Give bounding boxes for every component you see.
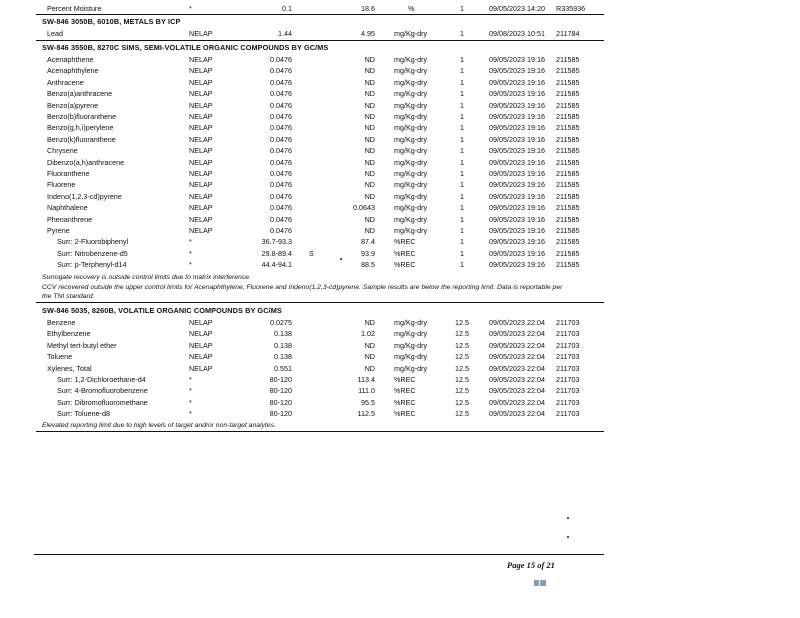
reporting-limit: 0.0476 [270,203,292,213]
analysis-datetime: 09/05/2023 19:16 [489,66,545,76]
table-row [0,88,800,99]
cert-code: NELAP [189,318,213,327]
analyte-name: Benzo(g,h,i)perylene [47,123,114,133]
footer-divider [34,554,604,555]
result-value: ND [364,318,375,327]
dilution: 1 [460,134,464,144]
units: mg/Kg-dry [394,55,428,64]
units: mg/Kg-dry [394,123,428,133]
dilution: 1 [460,157,464,167]
cert-code: * [189,397,192,407]
analysis-datetime: 09/05/2023 19:16 [489,112,545,121]
analysis-datetime: 09/05/2023 22:04 [489,409,545,419]
reporting-limit: 44.4-94.1 [261,260,292,270]
cert-code: NELAP [189,89,213,99]
result-value: ND [364,134,375,144]
batch-id: 211585 [556,191,580,201]
cert-code: NELAP [189,340,213,350]
analyte-name: Methyl tert-butyl ether [47,340,117,350]
analysis-datetime: 09/05/2023 19:16 [489,169,545,178]
reporting-limit: 0.0476 [270,157,292,167]
reporting-limit: 1.44 [278,29,292,38]
batch-id: 211585 [556,260,580,270]
units: mg/Kg-dry [394,203,428,213]
analysis-datetime: 09/05/2023 19:16 [489,260,545,270]
analysis-datetime: 09/05/2023 22:04 [489,318,545,327]
units: %REC [394,237,416,247]
table-row [0,54,800,65]
result-value: ND [364,191,375,201]
result-value: 18.6 [361,4,375,13]
moisture-row [0,3,800,14]
result-value: 95.5 [361,397,375,407]
analyte-name: Percent Moisture [47,4,102,13]
analyte-name: Indeno(1,2,3-cd)pyrene [47,191,122,201]
result-value: ND [364,146,375,156]
analysis-datetime: 09/05/2023 19:16 [489,77,545,87]
reporting-limit: 0.0476 [270,134,292,144]
units: mg/Kg-dry [394,191,428,201]
dilution: 12.5 [455,409,469,419]
reporting-limit: 0.138 [274,352,292,362]
units: mg/Kg-dry [394,226,428,235]
scan-speck [340,258,342,260]
table-row [0,168,800,179]
result-value: 88.5 [361,260,375,270]
result-value: ND [364,66,375,76]
dilution: 12.5 [455,340,469,350]
svoc-note: CCV recovered outside the upper control limits for Acenaphthylene, Fluorene and Indeno(1,2,3-cd)pyrene. Sample results are below the reporting limit. Data is reportable per the TNI standard. [42,284,563,300]
cert-code: NELAP [189,77,213,87]
analysis-datetime: 09/05/2023 22:04 [489,352,545,362]
batch-id: 211703 [556,352,580,362]
stamp-block [540,580,546,586]
result-value: 87.4 [361,237,375,247]
cert-code: * [189,260,192,270]
reporting-limit: 0.0476 [270,89,292,99]
analyte-name: Benzo(a)pyrene [47,100,99,110]
table-row [0,65,800,76]
batch-id: 211703 [556,340,580,350]
dilution: 12.5 [455,352,469,362]
batch-id: 211585 [556,89,580,99]
units: mg/Kg-dry [394,100,428,110]
result-value: ND [364,100,375,110]
dilution: 12.5 [455,318,469,327]
cert-code: NELAP [189,169,213,178]
dilution: 1 [460,55,464,64]
reporting-limit: 0.0476 [270,146,292,156]
analyte-name: Benzo(k)fluoranthene [47,134,116,144]
reporting-limit: 0.0476 [270,169,292,178]
units: mg/Kg-dry [394,134,428,144]
batch-id: 211585 [556,180,580,190]
dilution: 12.5 [455,363,469,373]
analyte-name: Phenanthrene [47,214,93,224]
result-value: ND [364,157,375,167]
reporting-limit: 0.0476 [270,180,292,190]
batch-id: 211703 [556,329,580,339]
analyte-name: Surr: Nitrobenzene-d5 [57,248,128,258]
analyte-name: Anthracene [47,77,84,87]
table-row [0,317,800,328]
units: mg/Kg-dry [394,363,428,373]
reporting-limit: 80-120 [269,386,292,396]
scan-speck [567,517,569,519]
table-row [0,351,800,362]
units: %REC [394,375,416,384]
batch-id: 211585 [556,214,580,224]
analysis-datetime: 09/05/2023 19:16 [489,237,545,247]
dilution: 1 [460,169,464,178]
reporting-limit: 80-120 [269,375,292,384]
batch-id: 211585 [556,123,580,133]
section-divider [36,302,604,303]
dilution: 1 [460,226,464,235]
result-value: ND [364,89,375,99]
batch-id: 211585 [556,55,580,64]
cert-code: NELAP [189,66,213,76]
units: mg/Kg-dry [394,329,428,339]
cert-code: NELAP [189,203,213,213]
cert-code: NELAP [189,329,213,339]
result-value: ND [364,180,375,190]
reporting-limit: 0.0476 [270,191,292,201]
reporting-limit: 0.551 [274,363,292,373]
cert-code: NELAP [189,123,213,133]
batch-id: 211585 [556,203,580,213]
analysis-datetime: 09/05/2023 19:16 [489,191,545,201]
dilution: 1 [460,29,464,38]
units: mg/Kg-dry [394,66,428,76]
units: %REC [394,397,416,407]
surrogate-row [0,236,800,247]
analysis-datetime: 09/05/2023 19:16 [489,180,545,190]
analysis-datetime: 09/05/2023 19:16 [489,203,545,213]
result-value: ND [364,226,375,235]
table-row [0,122,800,133]
surrogate-row [0,248,800,259]
units: mg/Kg-dry [394,214,428,224]
analyte-name: Surr: 2-Fluorobiphenyl [57,237,129,247]
analyte-name: Surr: Dibromofluoromethane [57,397,148,407]
reporting-limit: 0.0476 [270,214,292,224]
cert-code: NELAP [189,157,213,167]
table-row [0,363,800,374]
analyte-name: Ethylbenzene [47,329,91,339]
table-row [0,328,800,339]
units: mg/Kg-dry [394,77,428,87]
batch-id: 211585 [556,77,580,87]
surrogate-row [0,385,800,396]
section-divider [36,14,604,15]
analysis-datetime: 09/05/2023 19:16 [489,123,545,133]
units: mg/Kg-dry [394,89,428,99]
units: mg/Kg-dry [394,180,428,190]
reporting-limit: 0.0476 [270,123,292,133]
batch-id: 211703 [556,397,580,407]
analysis-datetime: 09/05/2023 22:04 [489,375,545,384]
analysis-datetime: 09/08/2023 10:51 [489,29,545,38]
analyte-name: Pyrene [47,226,70,235]
batch-id: 211585 [556,100,580,110]
result-value: ND [364,77,375,87]
svoc-note: Surrogate recovery is outside control limits due to matrix interference. [42,274,251,281]
reporting-limit: 0.138 [274,329,292,339]
table-row [0,77,800,88]
cert-code: NELAP [189,226,213,235]
batch-id: 211585 [556,134,580,144]
units: %REC [394,409,416,419]
table-row [0,145,800,156]
units: %REC [394,260,416,270]
stamp-block [534,580,539,586]
units: mg/Kg-dry [394,146,428,156]
result-value: 4.95 [361,29,375,38]
dilution: 12.5 [455,375,469,384]
reporting-limit: 36.7-93.3 [261,237,292,247]
table-row [0,28,800,39]
reporting-limit: 80-120 [269,409,292,419]
cert-code: * [189,375,192,384]
batch-id: 211585 [556,169,580,178]
dilution: 1 [460,66,464,76]
result-value: 93.9 [361,248,375,258]
reporting-limit: 0.138 [274,340,292,350]
table-row [0,214,800,225]
batch-id: 211585 [556,226,580,235]
analysis-datetime: 09/05/2023 22:04 [489,386,545,396]
cert-code: NELAP [189,191,213,201]
reporting-limit: 0.0275 [270,318,292,327]
dilution: 1 [460,112,464,121]
batch-id: 211703 [556,363,580,373]
analysis-datetime: 09/05/2023 19:16 [489,248,545,258]
reporting-limit: 0.0476 [270,112,292,121]
table-row [0,340,800,351]
cert-code: * [189,237,192,247]
batch-id: 211703 [556,318,580,327]
units: mg/Kg-dry [394,157,428,167]
cert-code: * [189,4,192,13]
cert-code: NELAP [189,112,213,121]
dilution: 1 [460,4,464,13]
result-value: ND [364,112,375,121]
analyte-name: Benzo(a)anthracene [47,89,113,99]
result-value: 1.02 [361,329,375,339]
dilution: 12.5 [455,397,469,407]
cert-code: NELAP [189,100,213,110]
analysis-datetime: 09/05/2023 22:04 [489,340,545,350]
dilution: 1 [460,203,464,213]
analysis-datetime: 09/05/2023 22:04 [489,363,545,373]
dilution: 1 [460,237,464,247]
batch-id: 211585 [556,112,580,121]
cert-code: NELAP [189,134,213,144]
units: mg/Kg-dry [394,112,428,121]
batch-id: 211585 [556,248,580,258]
dilution: 1 [460,180,464,190]
batch-id: 211784 [556,29,580,38]
cert-code: NELAP [189,55,213,64]
analyte-name: Lead [47,29,63,38]
voc-note: Elevated reporting limit due to high levels of target and/or non-target analytes. [42,422,276,429]
analysis-datetime: 09/05/2023 22:04 [489,329,545,339]
analyte-name: Surr: 1,2-Dichloroethane-d4 [57,375,146,384]
units: mg/Kg-dry [394,318,428,327]
dilution: 1 [460,191,464,201]
table-row [0,134,800,145]
cert-code: NELAP [189,363,213,373]
table-row [0,179,800,190]
table-row [0,202,800,213]
analyte-name: Surr: 4-Bromofluorobenzene [57,386,148,396]
cert-code: NELAP [189,146,213,156]
reporting-limit: 0.0476 [270,100,292,110]
analysis-datetime: 09/05/2023 19:16 [489,214,545,224]
dilution: 12.5 [455,329,469,339]
batch-id: 211585 [556,157,580,167]
batch-id: 211703 [556,409,580,419]
reporting-limit: 80-120 [269,397,292,407]
table-row [0,225,800,236]
result-value: 113.4 [357,375,375,384]
section-title-svoc: SW-846 3550B, 8270C SIMS, SEMI-VOLATILE ORGANIC COMPOUNDS BY GC/MS [42,43,329,52]
table-row [0,100,800,111]
batch-id: 211703 [556,375,580,384]
units: mg/Kg-dry [394,169,428,178]
cert-code: NELAP [189,352,213,362]
units: % [408,4,415,13]
analysis-datetime: 09/05/2023 19:16 [489,146,545,156]
result-value: ND [364,55,375,64]
analyte-name: Chrysene [47,146,78,156]
analysis-datetime: 09/05/2023 22:04 [489,397,545,407]
table-row [0,157,800,168]
units: mg/Kg-dry [394,29,428,38]
analyte-name: Surr: Toluene-d8 [57,409,111,419]
dilution: 1 [460,77,464,87]
units: %REC [394,386,416,396]
section-title-voc: SW-846 5035, 8260B, VOLATILE ORGANIC COMPOUNDS BY GC/MS [42,306,282,315]
reporting-limit: 0.1 [282,4,292,13]
dilution: 1 [460,214,464,224]
analyte-name: Acenaphthene [47,55,94,64]
surrogate-row [0,397,800,408]
surrogate-row [0,374,800,385]
analysis-datetime: 09/05/2023 19:16 [489,157,545,167]
dilution: 1 [460,100,464,110]
section-title-metals: SW-846 3050B, 6010B, METALS BY ICP [42,17,181,26]
analyte-name: Toluene [47,352,73,362]
dilution: 1 [460,260,464,270]
batch-id: R335936 [556,4,586,13]
cert-code: NELAP [189,214,213,224]
units: mg/Kg-dry [394,340,428,350]
analyte-name: Acenaphthylene [47,66,99,76]
analyte-name: Naphthalene [47,203,88,213]
reporting-limit: 29.8-89.4 [261,248,292,258]
analysis-datetime: 09/05/2023 19:16 [489,226,545,235]
result-value: ND [364,123,375,133]
result-value: ND [364,214,375,224]
dilution: 1 [460,89,464,99]
dilution: 1 [460,123,464,133]
result-value: 112.5 [357,409,375,419]
analyte-name: Fluoranthene [47,169,90,178]
analysis-datetime: 09/05/2023 19:16 [489,134,545,144]
analyte-name: Xylenes, Total [47,363,92,373]
table-row [0,111,800,122]
section-divider [36,431,604,432]
analyte-name: Surr: p-Terphenyl-d14 [57,260,127,270]
cert-code: * [189,409,192,419]
scan-speck [567,536,569,538]
dilution: 1 [460,146,464,156]
reporting-limit: 0.0476 [270,66,292,76]
analysis-datetime: 09/05/2023 19:16 [489,55,545,64]
reporting-limit: 0.0476 [270,55,292,64]
table-row [0,191,800,202]
section-divider [36,40,604,41]
units: mg/Kg-dry [394,352,428,362]
result-value: ND [364,169,375,178]
page-number: Page 15 of 21 [507,560,555,570]
surrogate-row [0,408,800,419]
batch-id: 211703 [556,386,580,396]
result-value: 111.0 [358,386,375,396]
analyte-name: Fluorene [47,180,76,190]
analyte-name: Benzo(b)fluoranthene [47,112,117,121]
result-value: ND [364,340,375,350]
cert-code: * [189,386,192,396]
batch-id: 211585 [556,237,580,247]
analysis-datetime: 09/05/2023 14:20 [489,4,545,13]
surrogate-row [0,259,800,270]
batch-id: 211585 [556,146,580,156]
result-value: 0.0643 [353,203,375,213]
result-value: ND [364,363,375,373]
reporting-limit: 0.0476 [270,77,292,87]
analyte-name: Dibenzo(a,h)anthracene [47,157,125,167]
cert-code: * [189,248,192,258]
batch-id: 211585 [556,66,580,76]
reporting-limit: 0.0476 [270,226,292,235]
analyte-name: Benzene [47,318,76,327]
dilution: 1 [460,248,464,258]
qualifier-flag: S [309,248,314,258]
analysis-datetime: 09/05/2023 19:16 [489,100,545,110]
stamp-mark-icon [534,580,546,586]
analysis-datetime: 09/05/2023 19:16 [489,89,545,99]
cert-code: NELAP [189,180,213,190]
result-value: ND [364,352,375,362]
units: %REC [394,248,416,258]
dilution: 12.5 [455,386,469,396]
cert-code: NELAP [189,29,213,38]
